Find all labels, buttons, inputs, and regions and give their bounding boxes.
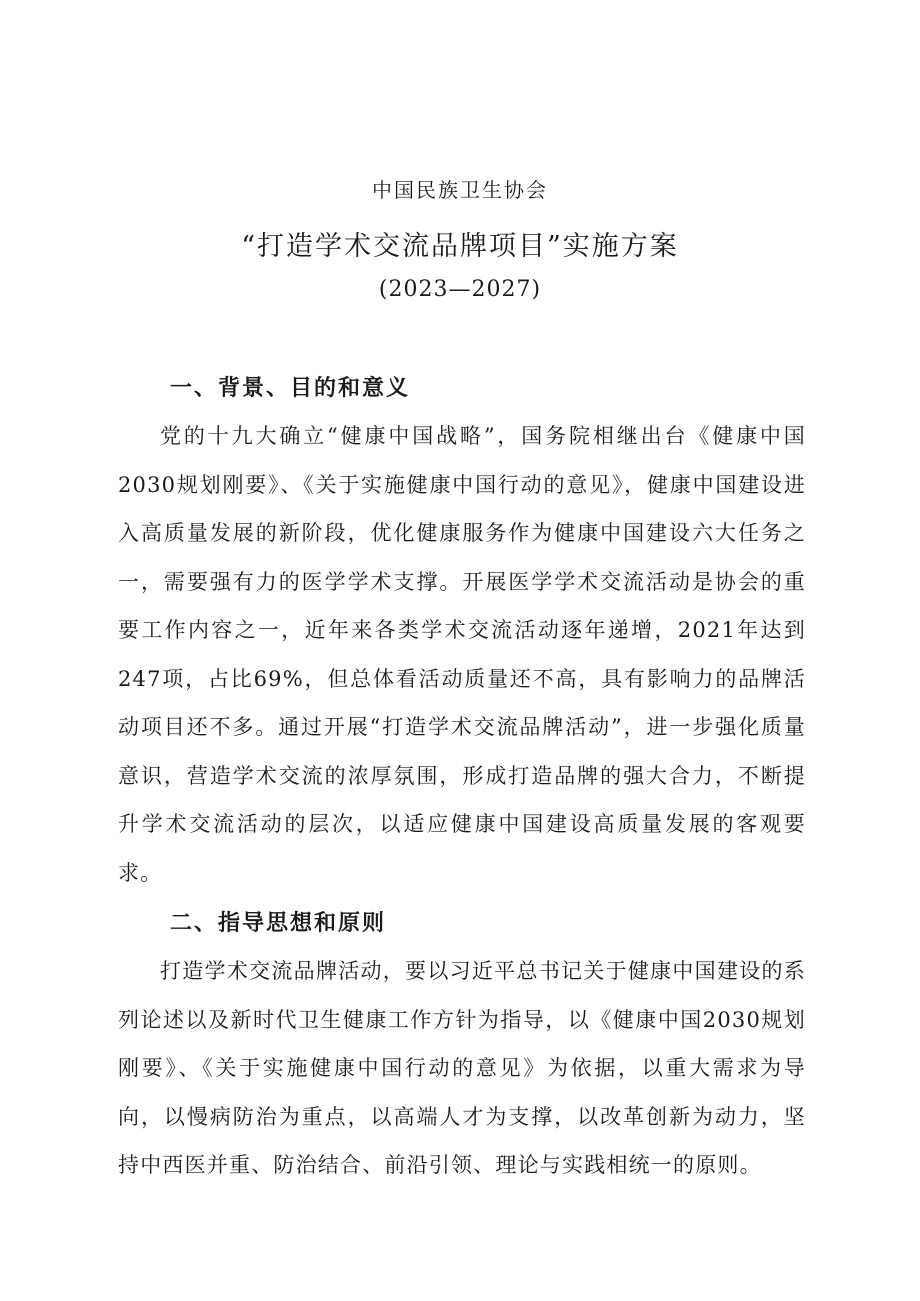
section-background — [118, 364, 806, 897]
section-paragraph: 党的十九大确立“健康中国战略”，国务院相继出台《健康中国2030规划刚要》、《关于实施健康中国行动的意见》，健康中国建设进入高质量发展的新阶段，优化健康服务作为健康中国建设六大任务之一，需要强有力的医学学术支撑。开展医学学术交流活动是协会的重要工作内容之一，近年来各类学术交流活动逐年递增，2021年达到247项，占比69%，但总体看活动质量还不高，具有影响力的品牌活动项目还不多。通过开展“打造学术交流品牌活动”，进一步强化质量意识，营造学术交流的浓厚氛围，形成打造品牌的强大合力，不断提升学术交流活动的层次，以适应健康中国建设高质量发展的客观要求。 — [118, 424, 806, 885]
section-paragraph: 打造学术交流品牌活动，要以习近平总书记关于健康中国建设的系列论述以及新时代卫生健康工作方针为指导，以《健康中国2030规划刚要》、《关于实施健康中国行动的意见》为依据，以重大需求为导向，以慢病防治为重点，以高端人才为支撑，以改革创新为动力，坚持中西医并重、防治结合、前沿引领、理论与实践相统一的原则。 — [118, 959, 806, 1177]
section-heading: 一、背景、目的和意义 — [170, 375, 411, 401]
organization-name: 中国民族卫生协会 — [372, 178, 548, 202]
document-period: (2023—2027) — [378, 277, 542, 302]
section-guiding-principles — [118, 899, 806, 1190]
document-title: “打造学术交流品牌项目”实施方案 — [241, 231, 679, 262]
section-heading: 二、指导思想和原则 — [170, 910, 387, 936]
document-body — [118, 364, 806, 1190]
